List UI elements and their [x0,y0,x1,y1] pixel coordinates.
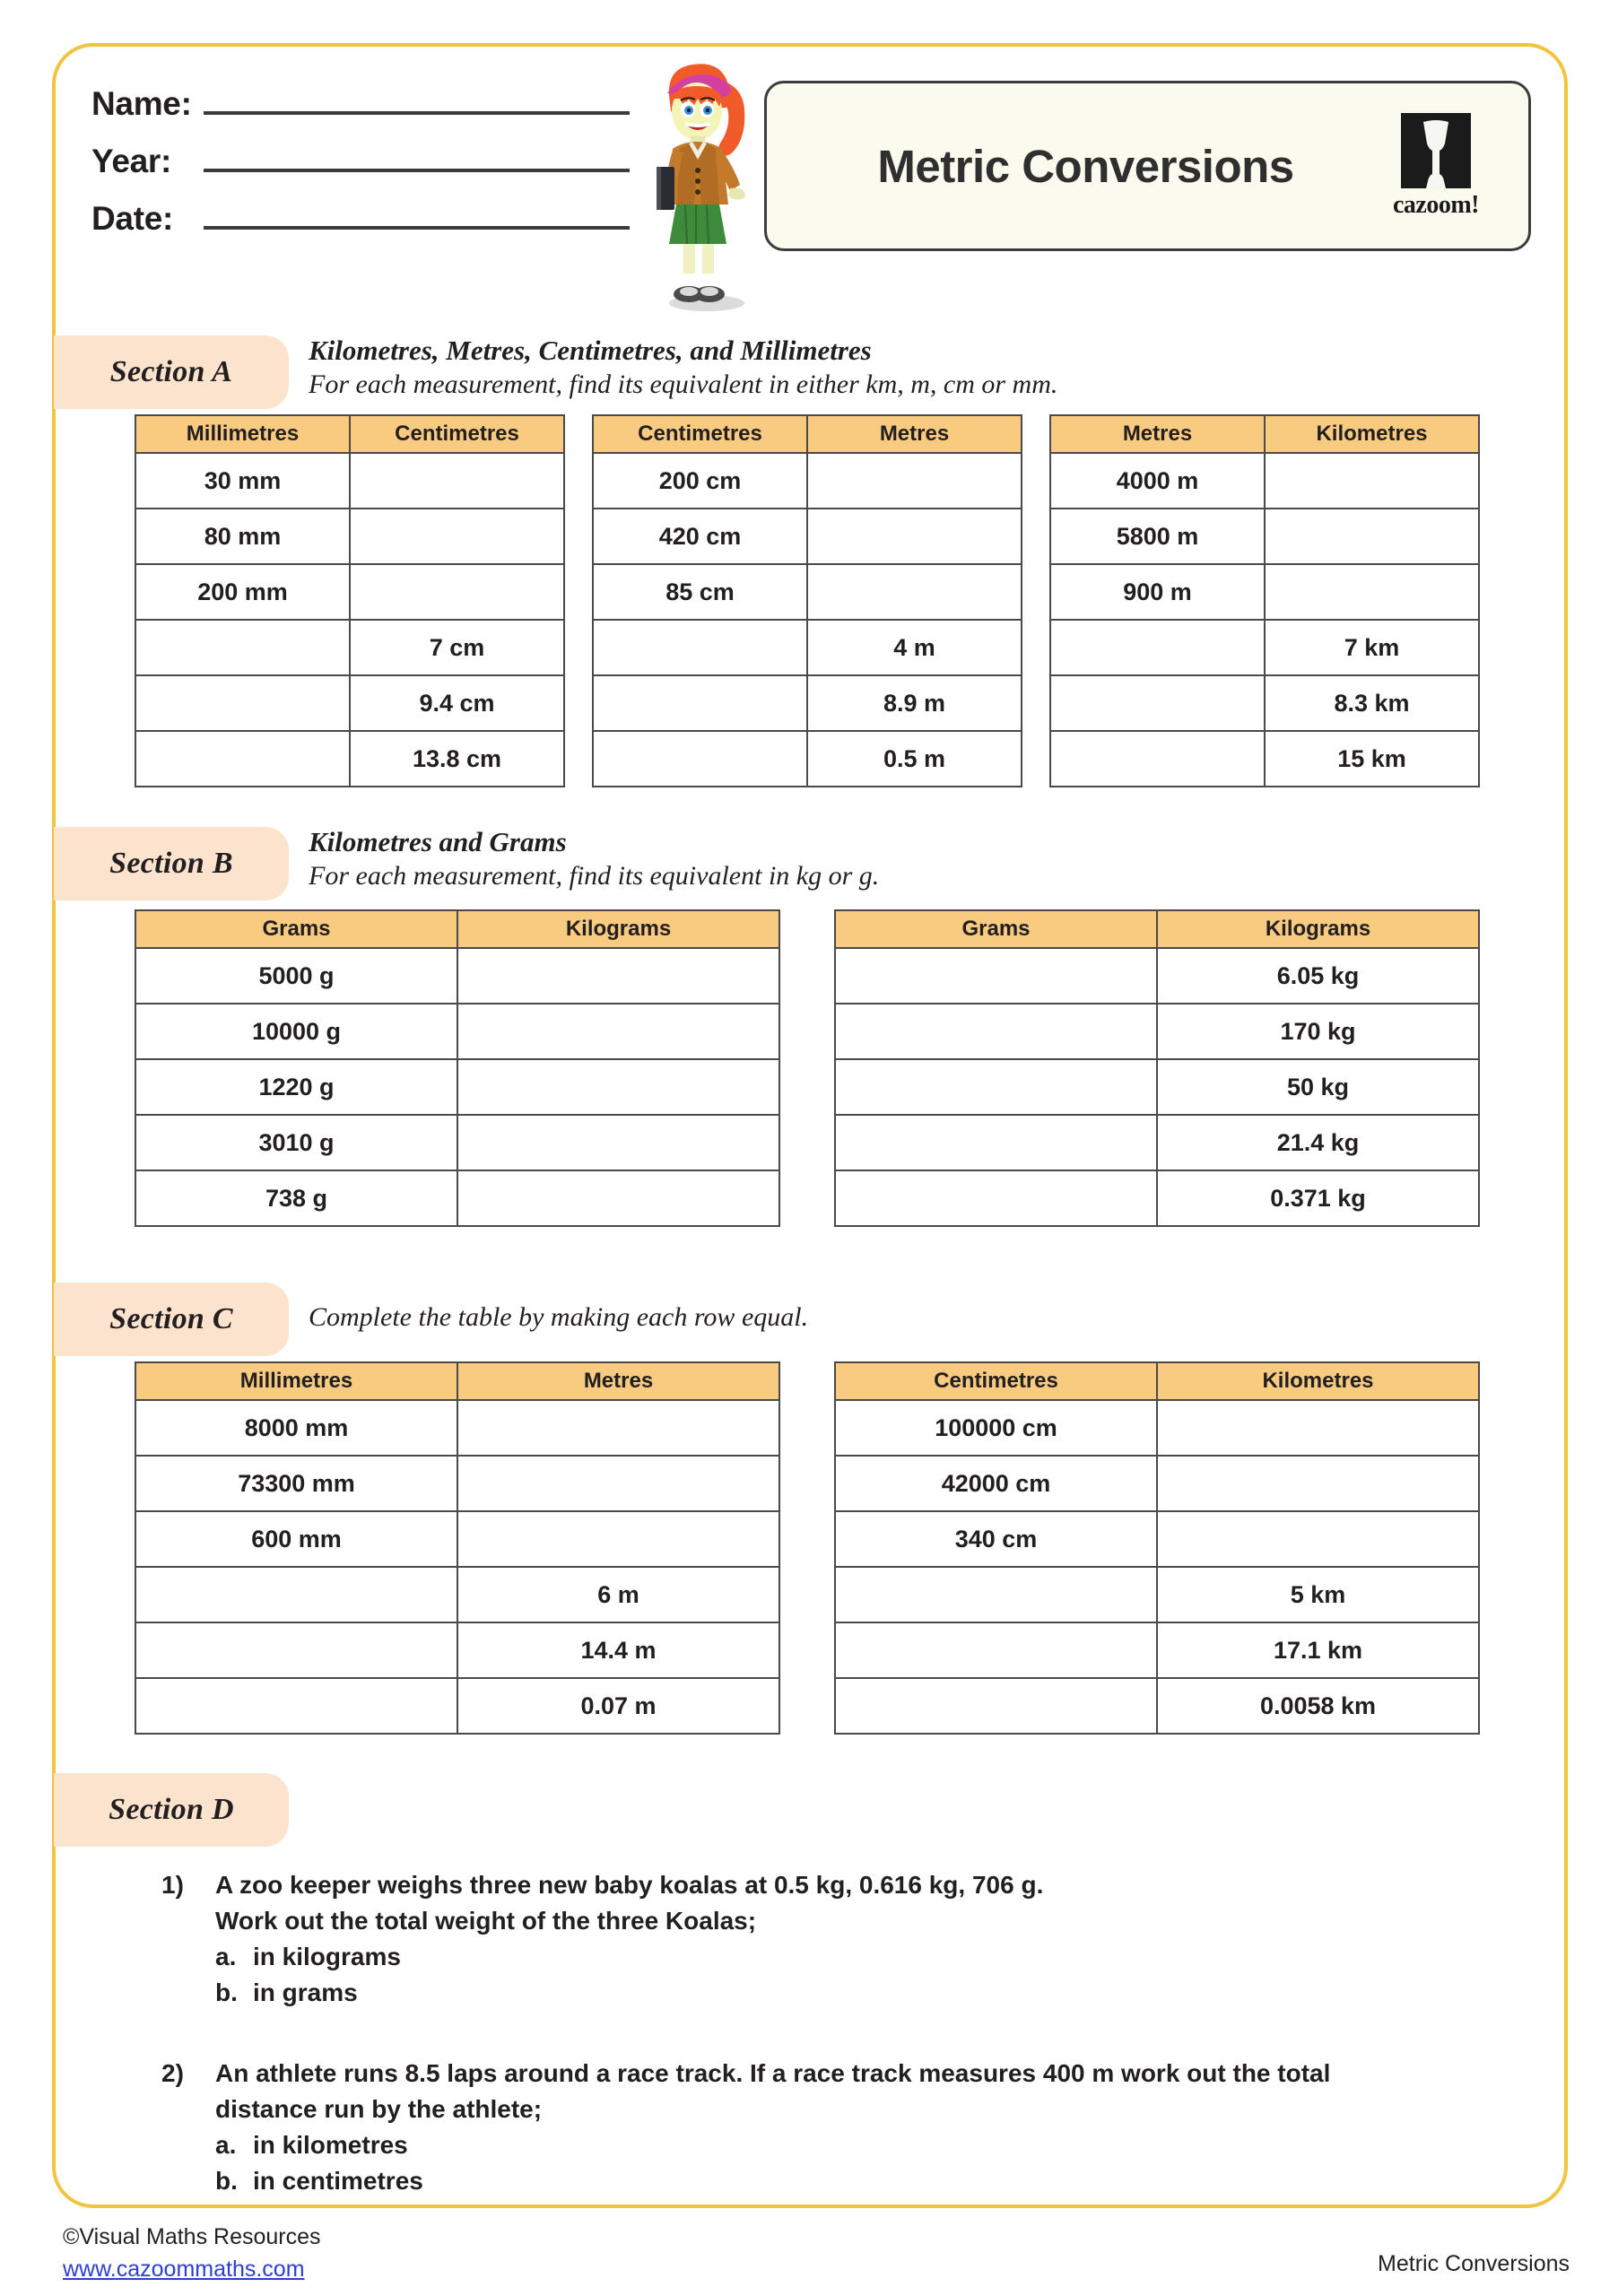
cell-given: 7 cm [350,620,564,675]
cell-answer[interactable] [1157,1511,1479,1567]
table-row [593,620,1022,675]
cell-given: 50 kg [1157,1059,1479,1115]
question-1-text-line-2: Work out the total weight of the three Koalas; [215,1907,757,1935]
date-field-label: Date: [91,200,174,237]
section-b-pill [54,827,289,900]
cell-given: 9.4 cm [350,675,564,731]
section-b-table-2 [834,909,1480,1227]
cell-answer[interactable] [807,509,1022,564]
column-header: Kilograms [1157,910,1479,948]
question-1-line-1 [161,1867,1525,1903]
question-2-part-b-label: b. [215,2167,238,2195]
question-gap [161,2011,1525,2056]
question-1-part-b [215,1975,1525,2011]
section-a-pill [54,335,289,409]
column-header: Grams [835,910,1157,948]
section-a-table-1 [135,414,565,787]
question-1-number: 1) [161,1871,184,1899]
column-header: Millimetres [135,415,350,453]
section-c-pill [54,1283,289,1356]
cell-answer[interactable] [1050,675,1265,731]
cell-answer[interactable] [350,564,564,620]
column-header: Grams [135,910,457,948]
cell-answer[interactable] [835,948,1157,1004]
column-header: Metres [1050,415,1265,453]
cell-given: 13.8 cm [350,731,564,787]
copyright-text: ©Visual Maths Resources [63,2224,321,2249]
table-row [135,1678,779,1734]
table-row [835,1004,1479,1059]
table-row [835,1678,1479,1734]
cell-answer[interactable] [1265,453,1479,509]
year-field-input[interactable] [204,135,630,172]
question-2-part-b-text: in centimetres [253,2167,423,2195]
cell-answer[interactable] [457,948,779,1004]
table-row [1050,564,1479,620]
cell-answer[interactable] [835,1115,1157,1170]
date-field-row [91,192,630,249]
cell-given: 6 m [457,1567,779,1622]
worksheet-header [56,47,1571,316]
cell-given: 7 km [1265,620,1479,675]
question-1-number-spacer [161,1903,215,1939]
question-2-part-a-text: in kilometres [253,2131,408,2159]
section-a-label: Section A [109,355,233,388]
cazoom-website-link[interactable]: www.cazoommaths.com [63,2257,305,2282]
cell-answer[interactable] [457,1059,779,1115]
date-field-input[interactable] [204,192,630,230]
table-row [1050,731,1479,787]
question-1-part-a [215,1939,1525,1975]
section-c-label: Section C [109,1302,233,1335]
table-row [135,1115,779,1170]
section-a-title: Kilometres, Metres, Centimetres, and Millimetres [309,335,872,366]
cell-given: 5800 m [1050,509,1265,564]
cell-given: 0.07 m [457,1678,779,1734]
cell-given: 0.0058 km [1157,1678,1479,1734]
question-1-part-a-label: a. [215,1943,237,1970]
section-c-subtitle: Complete the table by making each row equal. [309,1302,809,1332]
table-row [835,1511,1479,1567]
cell-given: 900 m [1050,564,1265,620]
cell-given: 30 mm [135,453,350,509]
cell-given: 5000 g [135,948,457,1004]
cell-given: 15 km [1265,731,1479,787]
page-title: Metric Conversions [877,140,1294,192]
cell-answer[interactable] [807,453,1022,509]
footer-left [63,2221,321,2285]
cell-answer[interactable] [1265,564,1479,620]
cell-given: 4000 m [1050,453,1265,509]
cell-answer[interactable] [135,1622,457,1678]
question-2-part-a [215,2127,1525,2163]
student-info-fields [91,77,630,249]
table-row [135,1511,779,1567]
cell-answer[interactable] [457,1456,779,1511]
cell-given: 420 cm [593,509,807,564]
table-row [593,731,1022,787]
cell-given: 600 mm [135,1511,457,1567]
cell-answer[interactable] [1265,509,1479,564]
cell-given: 6.05 kg [1157,948,1479,1004]
table-row [135,1004,779,1059]
cell-given: 340 cm [835,1511,1157,1567]
table-row [135,1456,779,1511]
cell-answer[interactable] [593,731,807,787]
table-row [135,675,564,731]
cell-given: 73300 mm [135,1456,457,1511]
table-row [835,1170,1479,1226]
title-card [764,81,1531,251]
cell-given: 0.371 kg [1157,1170,1479,1226]
table-row [835,1400,1479,1456]
table-row [593,509,1022,564]
section-a-table-3 [1049,414,1480,787]
table-row [135,620,564,675]
table-row [1050,675,1479,731]
question-1 [161,1867,1525,2011]
cell-answer[interactable] [350,453,564,509]
section-b-title: Kilometres and Grams [309,826,567,857]
table-row [835,948,1479,1004]
table-row [135,948,779,1004]
column-header: Centimetres [593,415,807,453]
cell-answer[interactable] [835,1059,1157,1115]
cell-given: 10000 g [135,1004,457,1059]
question-1-text-line-1: A zoo keeper weighs three new baby koalas at 0.5 kg, 0.616 kg, 706 g. [215,1871,1044,1899]
cell-answer[interactable] [457,1115,779,1170]
question-2-line-2 [161,2092,1525,2127]
cell-given: 5 km [1157,1567,1479,1622]
cell-given: 80 mm [135,509,350,564]
table-row [593,675,1022,731]
question-2-part-b [215,2163,1525,2199]
cell-answer[interactable] [1157,1400,1479,1456]
name-field-label: Name: [91,85,192,122]
question-2-number: 2) [161,2059,184,2087]
student-mascot-illustration [630,56,773,316]
table-row [593,453,1022,509]
page-footer [63,2221,1570,2285]
column-header: Kilometres [1157,1362,1479,1400]
cell-given: 3010 g [135,1115,457,1170]
column-header: Metres [457,1362,779,1400]
table-header-row [593,415,1022,453]
cell-answer[interactable] [457,1004,779,1059]
section-a-table-2 [592,414,1022,787]
cell-answer[interactable] [135,675,350,731]
table-header-row [835,1362,1479,1400]
table-row [1050,620,1479,675]
table-header-row [135,1362,779,1400]
cell-answer[interactable] [593,620,807,675]
column-header: Kilometres [1265,415,1479,453]
question-2 [161,2056,1525,2199]
cell-given: 8000 mm [135,1400,457,1456]
column-header: Metres [807,415,1022,453]
footer-worksheet-name: Metric Conversions [1378,2251,1570,2276]
cell-answer[interactable] [350,509,564,564]
cell-answer[interactable] [457,1170,779,1226]
table-row [835,1456,1479,1511]
year-field-label: Year: [91,143,172,179]
column-header: Centimetres [350,415,564,453]
cell-answer[interactable] [593,675,807,731]
table-row [135,509,564,564]
section-b-table-1 [135,909,780,1227]
section-a-subtitle: For each measurement, find its equivalent in either km, m, cm or mm. [309,370,1058,399]
table-row [835,1622,1479,1678]
cell-given: 85 cm [593,564,807,620]
question-1-part-a-text: in kilograms [253,1943,401,1970]
cell-given: 100000 cm [835,1400,1157,1456]
cell-given: 42000 cm [835,1456,1157,1511]
question-2-number-spacer [161,2092,215,2127]
cazoom-glass-icon [1401,113,1471,188]
table-row [135,564,564,620]
table-row [135,1059,779,1115]
section-d-pill [54,1773,289,1847]
cell-answer[interactable] [135,620,350,675]
cell-answer[interactable] [1050,731,1265,787]
table-row [135,1622,779,1678]
section-b-label: Section B [109,847,233,880]
section-a-heading [309,334,1057,402]
worksheet-frame [52,43,1568,2208]
table-header-row [1050,415,1479,453]
cell-given: 8.3 km [1265,675,1479,731]
section-c-table-1 [135,1361,780,1735]
question-2-text-line-2: distance run by the athlete; [215,2095,543,2123]
cell-answer[interactable] [835,1567,1157,1622]
section-b-heading [309,825,879,893]
cell-given: 14.4 m [457,1622,779,1678]
column-header: Kilograms [457,910,779,948]
cell-answer[interactable] [135,731,350,787]
cell-answer[interactable] [807,564,1022,620]
cell-given: 4 m [807,620,1022,675]
section-c-heading [309,1300,808,1335]
cell-answer[interactable] [457,1400,779,1456]
cell-answer[interactable] [835,1622,1157,1678]
cell-given: 0.5 m [807,731,1022,787]
cell-answer[interactable] [135,1678,457,1734]
question-1-part-b-label: b. [215,1979,238,2006]
section-d-label: Section D [109,1793,234,1826]
cell-given: 200 mm [135,564,350,620]
cell-answer[interactable] [835,1004,1157,1059]
table-row [835,1115,1479,1170]
cell-answer[interactable] [1157,1456,1479,1511]
cell-given: 1220 g [135,1059,457,1115]
table-row [135,1170,779,1226]
year-field-row [91,135,630,192]
section-c-table-2 [834,1361,1480,1735]
section-d-questions [161,1867,1525,2199]
table-row [135,1567,779,1622]
cell-given: 170 kg [1157,1004,1479,1059]
cell-answer[interactable] [1050,620,1265,675]
cazoom-logo [1369,113,1503,220]
column-header: Millimetres [135,1362,457,1400]
column-header: Centimetres [835,1362,1157,1400]
cell-given: 17.1 km [1157,1622,1479,1678]
cell-answer[interactable] [457,1511,779,1567]
question-1-part-b-text: in grams [253,1979,358,2006]
table-row [135,453,564,509]
cell-answer[interactable] [835,1170,1157,1226]
table-header-row [135,415,564,453]
name-field-row [91,77,630,135]
cell-answer[interactable] [835,1678,1157,1734]
name-field-input[interactable] [204,77,630,115]
table-row [1050,509,1479,564]
question-2-part-a-label: a. [215,2131,237,2159]
table-header-row [835,910,1479,948]
question-2-line-1 [161,2056,1525,2092]
table-row [1050,453,1479,509]
question-1-line-2 [161,1903,1525,1939]
cell-given: 21.4 kg [1157,1115,1479,1170]
table-header-row [135,910,779,948]
cell-given: 200 cm [593,453,807,509]
question-2-text-line-1: An athlete runs 8.5 laps around a race track. If a race track measures 400 m work out the total [215,2059,1331,2087]
cell-answer[interactable] [135,1567,457,1622]
table-row [835,1059,1479,1115]
cell-given: 8.9 m [807,675,1022,731]
cell-given: 738 g [135,1170,457,1226]
section-b-subtitle: For each measurement, find its equivalent in kg or g. [309,861,880,891]
table-row [135,731,564,787]
table-row [835,1567,1479,1622]
cazoom-wordmark: cazoom! [1392,190,1479,219]
table-row [135,1400,779,1456]
table-row [593,564,1022,620]
